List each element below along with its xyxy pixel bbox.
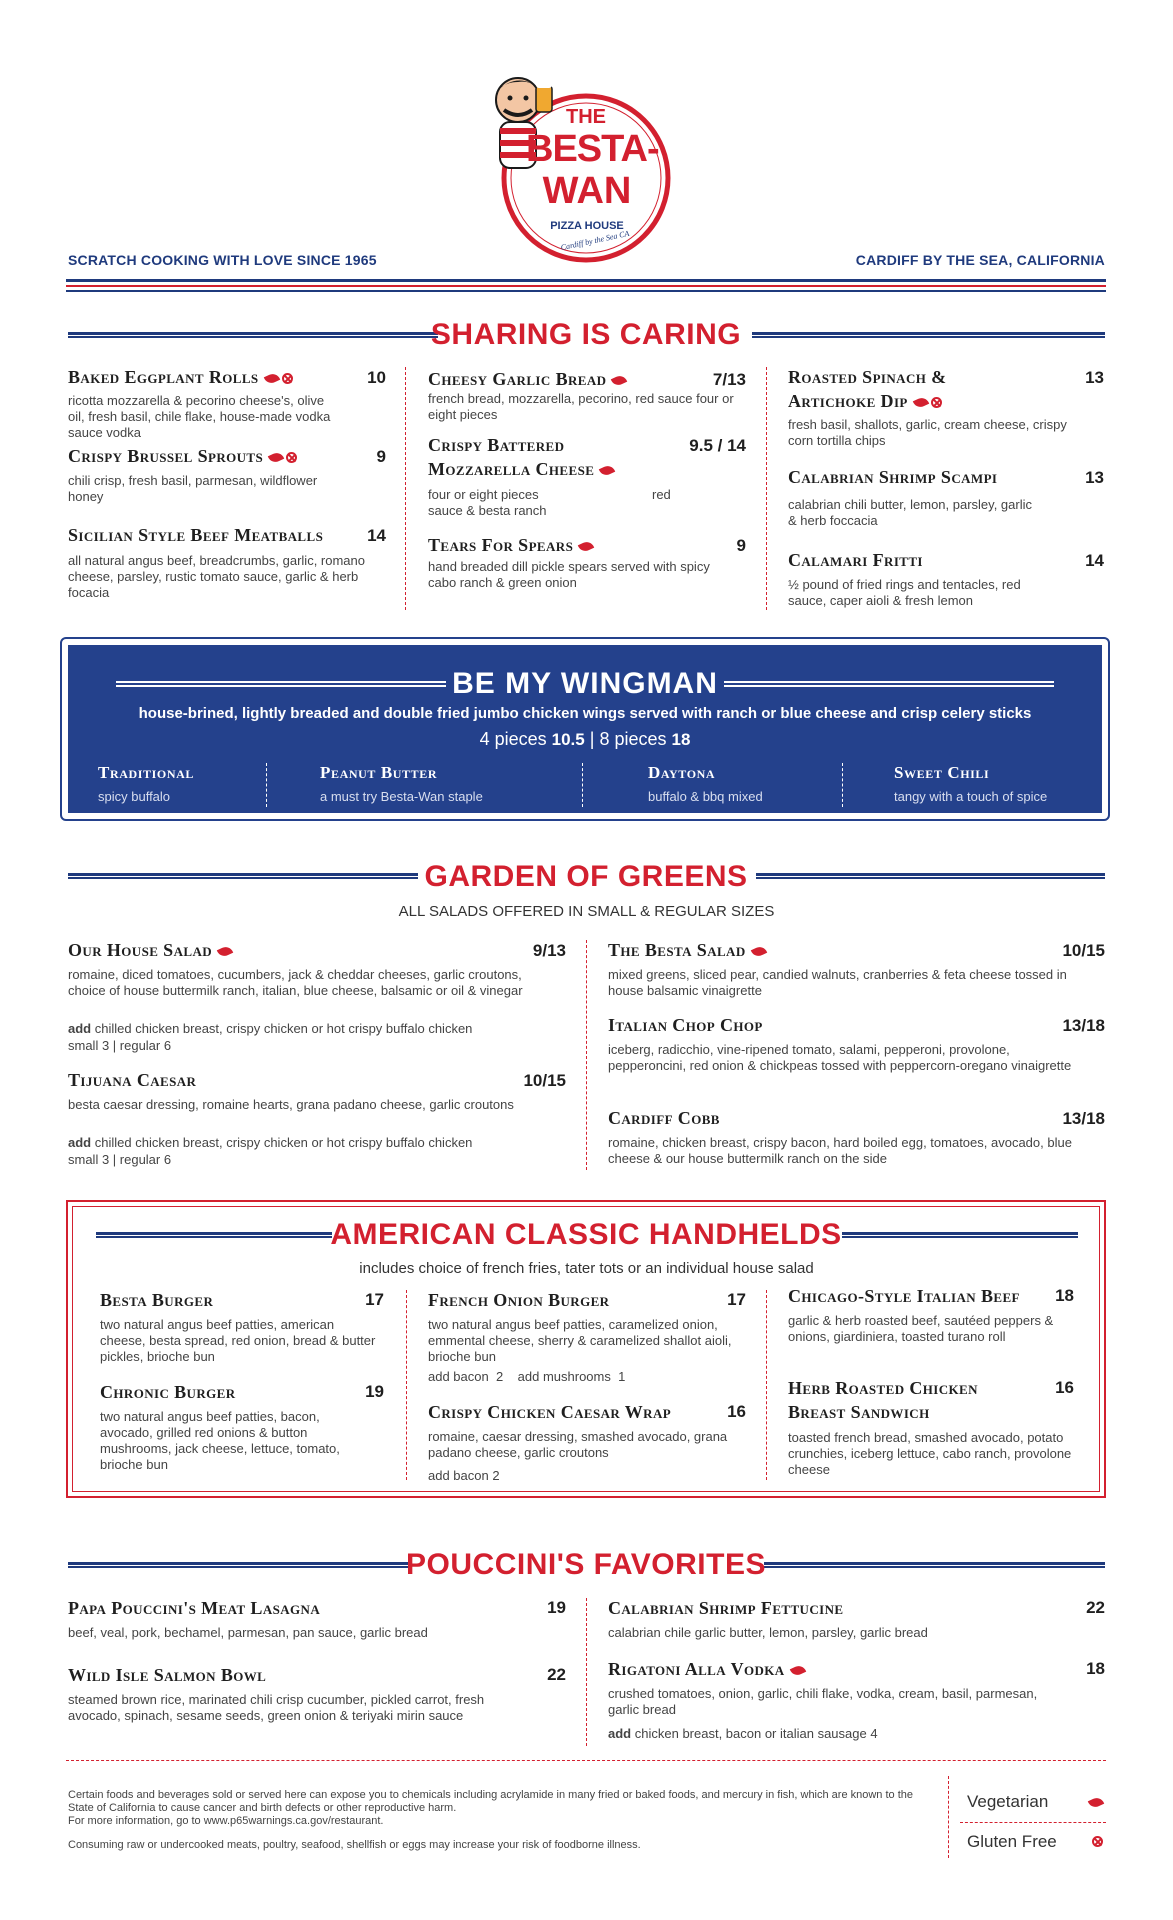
vegetarian-icon bbox=[789, 1664, 805, 1678]
item-name-line2: Mozzarella Cheese bbox=[428, 459, 595, 479]
item-name: Papa Pouccini's Meat Lasagna bbox=[68, 1598, 321, 1618]
legend-vegetarian bbox=[967, 1792, 1107, 1812]
item-name: Besta Burger bbox=[100, 1290, 214, 1310]
wingman-rule-left bbox=[116, 681, 446, 687]
item-desc: crushed tomatoes, onion, garlic, chili flake, vodka, cream, basil, parmesan, garlic bread bbox=[608, 1686, 1038, 1717]
item-sizes: small 3 | regular 6 bbox=[68, 1152, 172, 1167]
item-price: 10 bbox=[367, 368, 386, 387]
item-name: French Onion Burger bbox=[428, 1290, 610, 1310]
item-name: Calamari Fritti bbox=[788, 550, 923, 570]
divider bbox=[766, 1290, 767, 1480]
item-desc: romaine, diced tomatoes, cucumbers, jack & cheddar cheeses, garlic croutons, choice of house buttermilk ranch, italian, blue cheese, balsamic or oil & vinegar bbox=[68, 967, 523, 998]
divider bbox=[405, 367, 406, 610]
flavor-name: Peanut Butter bbox=[320, 763, 438, 782]
add-label: add bacon bbox=[428, 1369, 489, 1384]
item-name: Italian Chop Chop bbox=[608, 1015, 763, 1035]
logo-text-the: THE bbox=[566, 106, 606, 128]
add-text: chicken breast, bacon or italian sausage 4 bbox=[634, 1726, 878, 1741]
item-add bbox=[68, 1134, 558, 1151]
pouccini-rule-left bbox=[68, 1562, 408, 1568]
item-price: 18 bbox=[1086, 1659, 1105, 1678]
vegetarian-icon bbox=[263, 372, 279, 386]
header-rule-red bbox=[66, 285, 1106, 287]
wingman-rule-right bbox=[724, 681, 1054, 687]
footer-warning-prop65: Certain foods and beverages sold or served here can expose you to chemicals including acrylamide in many fried or baked foods, and mercury in fish, which are known to the State of California to cause cancer and birth defects or other reproductive harm. bbox=[68, 1789, 914, 1814]
item-price: 7/13 bbox=[712, 370, 746, 389]
legend-gluten-free bbox=[967, 1832, 1107, 1852]
item-desc: romaine, chicken breast, crispy bacon, hard boiled egg, tomatoes, avocado, blue cheese & our house buttermilk ranch on the side bbox=[608, 1135, 1072, 1166]
item-desc: ½ pound of fried rings and tentacles, red sauce, caper aioli & fresh lemon bbox=[788, 577, 1021, 608]
item-price: 13/18 bbox=[1062, 1109, 1105, 1128]
divider bbox=[266, 763, 267, 807]
item-desc: romaine, caesar dressing, smashed avocado, grana padano cheese, garlic croutons bbox=[428, 1429, 728, 1460]
wing-flavor bbox=[648, 763, 763, 804]
wingman-panel bbox=[68, 645, 1102, 813]
item-name-line2: Breast Sandwich bbox=[788, 1402, 930, 1422]
item-desc: garlic & herb roasted beef, sautéed peppers & onions, giardiniera, toasted turano roll bbox=[788, 1313, 1054, 1344]
gluten-free-icon bbox=[286, 452, 297, 463]
handhelds-subtitle: includes choice of french fries, tater tots or an individual house salad bbox=[359, 1260, 814, 1277]
item-name: Roasted Spinach & bbox=[788, 367, 947, 387]
wingman-sep: | bbox=[589, 729, 595, 749]
item-price: 19 bbox=[365, 1382, 384, 1401]
greens-title: GARDEN OF GREENS bbox=[424, 860, 748, 893]
item-name: The Besta Salad bbox=[608, 940, 746, 960]
header-rule-2 bbox=[66, 290, 1106, 292]
item-name: Chronic Burger bbox=[100, 1382, 236, 1402]
flavor-name: Daytona bbox=[648, 763, 716, 782]
handhelds-rule-left bbox=[96, 1232, 332, 1238]
add-price: 2 bbox=[495, 1369, 504, 1384]
add-label: add bbox=[68, 1021, 92, 1036]
add-text: chilled chicken breast, crispy chicken or hot crispy buffalo chicken bbox=[94, 1135, 473, 1150]
logo-subtitle: PIZZA HOUSE bbox=[550, 220, 624, 232]
legend-gluten-free-label: Gluten Free bbox=[967, 1832, 1057, 1851]
item-add bbox=[428, 1368, 625, 1385]
item-name: Calabrian Shrimp Scampi bbox=[788, 467, 998, 487]
wing-flavor bbox=[98, 763, 194, 804]
item-name: Tijuana Caesar bbox=[68, 1070, 197, 1090]
add-text: chilled chicken breast, crispy chicken or hot crispy buffalo chicken bbox=[94, 1021, 473, 1036]
item-name-line2: Artichoke Dip bbox=[788, 391, 908, 411]
item-desc: toasted french bread, smashed avocado, potato crunchies, iceberg lettuce, cabo ranch, provolone cheese bbox=[788, 1430, 1072, 1477]
item-desc: two natural angus beef patties, bacon, avocado, grilled red onions & button mushrooms, jack cheese, lettuce, tomato, brioche bun bbox=[100, 1409, 340, 1472]
item-name: Rigatoni Alla Vodka bbox=[608, 1659, 785, 1679]
handhelds-title: AMERICAN CLASSIC HANDHELDS bbox=[330, 1218, 842, 1251]
vegetarian-icon bbox=[599, 464, 615, 478]
item-price: 9/13 bbox=[532, 941, 566, 960]
flavor-desc: tangy with a touch of spice bbox=[894, 789, 1048, 804]
item-name: Calabrian Shrimp Fettucine bbox=[608, 1598, 844, 1618]
legend-vegetarian-label: Vegetarian bbox=[967, 1792, 1049, 1811]
tagline-left: SCRATCH COOKING WITH LOVE SINCE 1965 bbox=[68, 252, 377, 268]
item-desc: all natural angus beef, breadcrumbs, garlic, romano cheese, parsley, rustic tomato sauce, garlic & herb focacia bbox=[68, 553, 365, 600]
item-desc: steamed brown rice, marinated chili crisp cucumber, pickled carrot, fresh avocado, spinach, sesame seeds, green onion & teriyaki mirin sauce bbox=[68, 1692, 485, 1723]
footer-rule bbox=[66, 1760, 1106, 1761]
pouccini-rule-right bbox=[764, 1562, 1105, 1568]
item-price: 13/18 bbox=[1062, 1016, 1105, 1035]
item-price: 16 bbox=[727, 1402, 746, 1421]
flavor-desc: spicy buffalo bbox=[98, 789, 171, 804]
divider bbox=[582, 763, 583, 807]
item-desc-extra: red bbox=[652, 487, 671, 502]
wingman-pricing bbox=[68, 729, 1102, 750]
logo bbox=[460, 66, 690, 266]
item-name: Crispy Battered bbox=[428, 435, 565, 455]
wingman-p1-price: 10.5 bbox=[551, 730, 585, 749]
item-price: 10/15 bbox=[1062, 941, 1105, 960]
divider bbox=[406, 1290, 407, 1480]
logo-ring-text: Cardiff by the Sea CA bbox=[559, 228, 631, 253]
divider bbox=[586, 940, 587, 1170]
item-add bbox=[68, 1020, 558, 1037]
item-desc: besta caesar dressing, romaine hearts, grana padano cheese, garlic croutons bbox=[68, 1097, 514, 1112]
gluten-free-icon bbox=[282, 373, 293, 384]
flavor-name: Sweet Chili bbox=[894, 763, 990, 782]
footer-warning-link: For more information, go to www.p65warnings.ca.gov/restaurant. bbox=[68, 1815, 384, 1827]
add-label: add bbox=[68, 1135, 92, 1150]
item-desc: calabrian chile garlic butter, lemon, parsley, garlic bread bbox=[608, 1625, 928, 1640]
header-rule bbox=[66, 279, 1106, 282]
item-price: 14 bbox=[367, 526, 386, 545]
item-name: Herb Roasted Chicken bbox=[788, 1378, 978, 1398]
wingman-p2-price: 18 bbox=[671, 730, 691, 749]
item-sizes: small 3 | regular 6 bbox=[68, 1038, 172, 1053]
item-desc: mixed greens, sliced pear, candied walnuts, cranberries & feta cheese tossed in house balsamic vinaigrette bbox=[608, 967, 1067, 998]
item-desc: four or eight pieces bbox=[428, 487, 539, 502]
wingman-p2-label: 8 pieces bbox=[599, 729, 667, 749]
handhelds-rule-right bbox=[842, 1232, 1078, 1238]
item-price: 14 bbox=[1085, 551, 1104, 570]
wing-flavor bbox=[320, 763, 483, 804]
item-name: Crispy Brussel Sprouts bbox=[68, 446, 264, 466]
sharing-rule-left bbox=[68, 332, 438, 338]
item-price: 18 bbox=[1055, 1286, 1074, 1305]
divider bbox=[766, 367, 767, 610]
item-price: 17 bbox=[727, 1290, 746, 1309]
item-price: 22 bbox=[547, 1665, 566, 1684]
vegetarian-icon bbox=[913, 396, 929, 410]
divider bbox=[842, 763, 843, 807]
flavor-desc: a must try Besta-Wan staple bbox=[320, 789, 483, 804]
item-name: Chicago-Style Italian Beef bbox=[788, 1286, 1020, 1306]
add-label: add bacon bbox=[428, 1468, 489, 1483]
item-desc: calabrian chili butter, lemon, parsley, garlic & herb foccacia bbox=[788, 497, 1032, 528]
divider bbox=[586, 1598, 587, 1746]
item-desc: ricotta mozzarella & pecorino cheese's, olive oil, fresh basil, chile flake, house-made vodka sauce vodka bbox=[68, 393, 331, 440]
footer-warning-raw: Consuming raw or undercooked meats, poultry, seafood, shellfish or eggs may increase your risk of foodborne illness. bbox=[68, 1839, 641, 1851]
pouccini-title: POUCCINI'S FAVORITES bbox=[406, 1548, 766, 1581]
item-desc: beef, veal, pork, bechamel, parmesan, pan sauce, garlic bread bbox=[68, 1625, 428, 1640]
item-add bbox=[608, 1725, 878, 1742]
item-name: Cheesy Garlic Bread bbox=[428, 369, 607, 389]
item-price: 16 bbox=[1055, 1378, 1074, 1397]
item-price: 13 bbox=[1085, 468, 1104, 487]
logo-text-besta: BESTA- bbox=[526, 128, 659, 170]
greens-subtitle: ALL SALADS OFFERED IN SMALL & REGULAR SIZES bbox=[398, 903, 775, 920]
item-name: Crispy Chicken Caesar Wrap bbox=[428, 1402, 672, 1422]
vegetarian-icon bbox=[611, 374, 627, 388]
item-desc: fresh basil, shallots, garlic, cream cheese, crispy corn tortilla chips bbox=[788, 417, 1067, 448]
item-name: Tears For Spears bbox=[428, 535, 574, 555]
vegetarian-icon bbox=[750, 945, 766, 959]
item-price: 19 bbox=[547, 1598, 566, 1617]
item-desc: two natural angus beef patties, american cheese, besta spread, red onion, bread & butter pickles, brioche bun bbox=[100, 1317, 376, 1364]
wingman-p1-label: 4 pieces bbox=[479, 729, 547, 749]
vegetarian-icon bbox=[268, 451, 284, 465]
wingman-title: BE MY WINGMAN bbox=[452, 667, 718, 700]
item-price: 13 bbox=[1085, 368, 1104, 387]
add-label: add mushrooms bbox=[517, 1369, 611, 1384]
vegetarian-icon bbox=[217, 945, 233, 959]
tagline-right: CARDIFF BY THE SEA, CALIFORNIA bbox=[855, 252, 1105, 268]
vegetarian-icon bbox=[1088, 1795, 1104, 1809]
footer-legend-rule bbox=[960, 1822, 1106, 1823]
item-price: 10/15 bbox=[523, 1071, 566, 1090]
flavor-desc: buffalo & bbq mixed bbox=[648, 789, 763, 804]
add-price: 2 bbox=[492, 1468, 500, 1483]
wingman-desc: house-brined, lightly breaded and double fried jumbo chicken wings served with ranch or blue cheese and crisp celery sticks bbox=[138, 705, 1032, 722]
item-price: 17 bbox=[365, 1290, 384, 1309]
gluten-free-icon bbox=[931, 397, 942, 408]
flavor-name: Traditional bbox=[98, 763, 194, 782]
logo-text-wan: WAN bbox=[542, 170, 632, 212]
sharing-title: SHARING IS CARING bbox=[430, 318, 742, 351]
item-price: 9.5 / 14 bbox=[689, 436, 746, 455]
item-name: Baked Eggplant Rolls bbox=[68, 367, 259, 387]
item-price: 9 bbox=[376, 447, 386, 466]
item-desc-2: sauce & besta ranch bbox=[428, 503, 547, 518]
item-add bbox=[428, 1467, 500, 1484]
wing-flavor bbox=[894, 763, 1047, 804]
greens-rule-left bbox=[68, 873, 418, 879]
gluten-free-icon bbox=[1092, 1836, 1103, 1847]
add-label: add bbox=[608, 1726, 632, 1741]
item-name: Cardiff Cobb bbox=[608, 1108, 720, 1128]
item-name: Our House Salad bbox=[68, 940, 213, 960]
item-desc: two natural angus beef patties, caramelized onion, emmental cheese, sherry & caramelized shallot aioli, brioche bun bbox=[428, 1317, 732, 1364]
vegetarian-icon bbox=[578, 540, 594, 554]
sharing-rule-right bbox=[752, 332, 1105, 338]
add-price: 1 bbox=[618, 1369, 626, 1384]
item-desc: chili crisp, fresh basil, parmesan, wildflower honey bbox=[68, 473, 318, 504]
greens-rule-right bbox=[756, 873, 1105, 879]
footer-divider bbox=[948, 1776, 949, 1858]
item-price: 9 bbox=[736, 536, 746, 555]
item-name: Sicilian Style Beef Meatballs bbox=[68, 525, 324, 545]
item-name: Wild Isle Salmon Bowl bbox=[68, 1665, 267, 1685]
item-desc: french bread, mozzarella, pecorino, red sauce four or eight pieces bbox=[428, 391, 734, 422]
item-desc: hand breaded dill pickle spears served with spicy cabo ranch & green onion bbox=[428, 559, 710, 590]
item-desc: iceberg, radicchio, vine-ripened tomato, salami, pepperoni, provolone, pepperoncini, red onion & chickpeas tossed with peppercorn-oregano vinaigrette bbox=[608, 1042, 1072, 1073]
item-price: 22 bbox=[1086, 1598, 1105, 1617]
